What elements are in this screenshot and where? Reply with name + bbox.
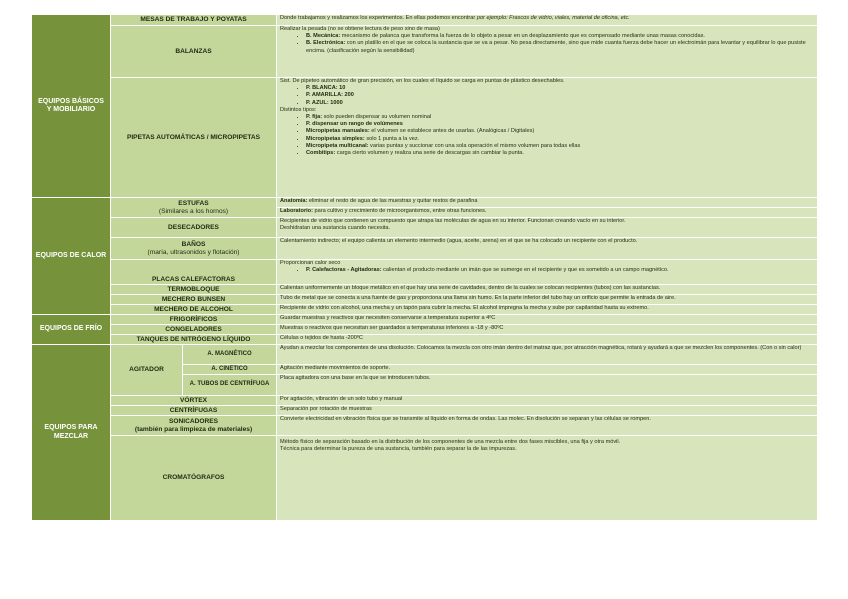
equipment-pipetas: PIPETAS AUTOMÁTICAS / MICROPIPETAS (111, 78, 277, 198)
desc-cinetico: Agitación mediante movimientos de soporte. (277, 365, 818, 375)
equipment-centrifugas: CENTRÍFUGAS (111, 406, 277, 416)
equipment-alcohol: MECHERO DE ALCOHOL (111, 305, 277, 315)
equipment-sonicadores: SONICADORES (también para limpieza de materiales) (111, 416, 277, 436)
desc-termobloque: Calientan uniformemente un bloque metálico en el que hay una serie de cavidades, dentro de la cuales se colocan recipientes (tubos) con las sustancias. (277, 285, 818, 295)
subequipment-magnetico: A. MAGNÉTICO (183, 345, 277, 365)
equipment-termobloque: TERMOBLOQUE (111, 285, 277, 295)
desc-cromatografos: Método físico de separación basado en la distribución de los componentes de una mezcla entre dos fases miscibles, una fija y otra móvil. Técnica para determinar la pureza de una sustancia, también para separar la de las impurezas. (277, 436, 818, 521)
desc-congeladores: Muestras o reactivos que necesitan ser guardados a temperaturas inferiores a -18 y -80ºC (277, 325, 818, 335)
equipment-agitador: AGITADOR (111, 345, 183, 396)
equipment-mesas: MESAS DE TRABAJO Y POYATAS (111, 15, 277, 26)
desc-desecadores: Recipientes de vidrio que contienen un compuesto que atrapa las moléculas de agua en su interior. Funcionan creando vacío en su interior. Deshidratan una sustancia cuando necesita. (277, 218, 818, 238)
desc-balanzas: Realizar la pesada (no se obtiene lectura de peso sino de masa) • B. Mecánica: mecanismo de palanca que transforma la fuerza de lo objeto a pesar en un desplazamiento que es compensado mediante unas masas conocidas. • B. Electrónica: con un platillo en el que se coloca la sustancia que se va a pesar. No pesa directamente, sino que mide cuanta fuerza debe hacer un electroimán para levantar y equilibrar lo que pusiste encima. (clasificación según la sensibilidad) (277, 26, 818, 78)
desc-pipetas: Sist. De pipeteo automático de gran precisión, en los cuales el líquido se carga en puntas de plástico desechables. • P. BLANCA: 10 • P. AMARILLA: 200 • P. AZUL: 1000 Distintos tipos: • P. fija: solo pueden dispensar su volumen nominal • P. dispensar un rango de volúmenes • Micropipetas manuales: el volumen se establece antes de usarlas. (Analógicas / Digitales) • Micropipetas simples: solo 1 punta a la vez. • Micropipeta multicanal: varias puntas y succionar con una sola operación el mismo volumen para todas ellas • Combitips: carga cierto volumen y realiza una serie de descargas sin cambiar la punta. (277, 78, 818, 198)
desc-frigorificos: Guardar muestras y reactivos que necesiten conservarse a temperatura superior a 4ºC (277, 315, 818, 325)
equipment-banos: BAÑOS (maría, ultrasonidos y flotación) (111, 238, 277, 260)
category-frio: EQUIPOS DE FRÍO (32, 315, 111, 345)
desc-bunsen: Tubo de metal que se conecta a una fuente de gas y proporciona una llama sin humo. En la parte inferior del tubo hay un orificio que permite la entrada de aire. (277, 295, 818, 305)
desc-estufas-laboratorio: Laboratorio: para cultivo y crecimiento de microorganismos, entre otras funciones. (277, 208, 818, 218)
equipment-tanques: TANQUES DE NITRÓGENO LÍQUIDO (111, 335, 277, 345)
desc-sonicadores: Convierte electricidad en vibración física que se transmite al líquido en forma de ondas. Las molec. En disolución se separan y las células se rompen. (277, 416, 818, 436)
desc-tubos: Placa agitadora con una base en la que se introducen tubos. (277, 375, 818, 396)
desc-banos: Calentamiento indirecto; el equipo calienta un elemento intermedio (agua, aceite, arena) en el que se ha colocado un recipiente con el producto. (277, 238, 818, 260)
desc-centrifugas: Separación por rotación de muestras (277, 406, 818, 416)
subequipment-tubos: A. TUBOS DE CENTRÍFUGA (183, 375, 277, 396)
equipment-congeladores: CONGELADORES (111, 325, 277, 335)
equipment-table (31, 14, 817, 521)
equipment-placas: PLACAS CALEFACTORAS (111, 260, 277, 285)
balanza-item: • B. Electrónica: con un platillo en el que se coloca la sustancia que se va a pesar. No pesa directamente, sino que mide cuanta fuerza debe hacer un electroimán para levantar y equilibrar lo que pusiste encima. (clasificación según la sensibilidad) (306, 40, 814, 54)
equipment-bunsen: MECHERO BUNSEN (111, 295, 277, 305)
desc-tanques: Células o tejidos de hasta -200ºC (277, 335, 818, 345)
equipment-balanzas: BALANZAS (111, 26, 277, 78)
desc-magnetico: Ayudan a mezclar los componentes de una disolución. Colocamos la mezcla con otro imán dentro del matraz que, por atracción magnética, rotará y ayudará a que se mezclen los componentes. (Con o sin calor) (277, 345, 818, 365)
desc-placas: Proporcionan calor seco • P. Calefactoras - Agitadoras: calientan el producto mediante un imán que se sumerge en el recipiente y que es sometido a un campo magnético. (277, 260, 818, 285)
equipment-estufas: ESTUFAS (Similares a los hornos) (111, 198, 277, 218)
subequipment-cinetico: A. CINÉTICO (183, 365, 277, 375)
equipment-vortex: VÓRTEX (111, 396, 277, 406)
equipment-desecadores: DESECADORES (111, 218, 277, 238)
desc-vortex: Por agitación, vibración de un solo tubo y manual (277, 396, 818, 406)
category-calor: EQUIPOS DE CALOR (32, 198, 111, 315)
balanza-item: • B. Mecánica: mecanismo de palanca que transforma la fuerza de lo objeto a pesar en un desplazamiento que es compensado mediante unas masas conocidas. (306, 33, 814, 40)
category-mezclar: EQUIPOS PARA MEZCLAR (32, 345, 111, 521)
desc-estufas-anatomia: Anatomía: eliminar el resto de agua de las muestras y quitar restos de parafina (277, 198, 818, 208)
desc-alcohol: Recipiente de vidrio con alcohol, una mecha y un tapón para cubrir la mecha. El alcohol impregna la mecha y sube por capilaridad hasta su extremo. (277, 305, 818, 315)
equipment-frigorificos: FRIGORÍFICOS (111, 315, 277, 325)
category-basicos: EQUIPOS BÁSICOS Y MOBILIARIO (32, 15, 111, 198)
equipment-cromatografos: CROMATÓGRAFOS (111, 436, 277, 521)
desc-mesas: Donde trabajamos y realizamos los experimentos. En ellas podemos encontrar por ejemplo: Frascos de vidrio, viales, material de oficina, etc. (277, 15, 818, 26)
